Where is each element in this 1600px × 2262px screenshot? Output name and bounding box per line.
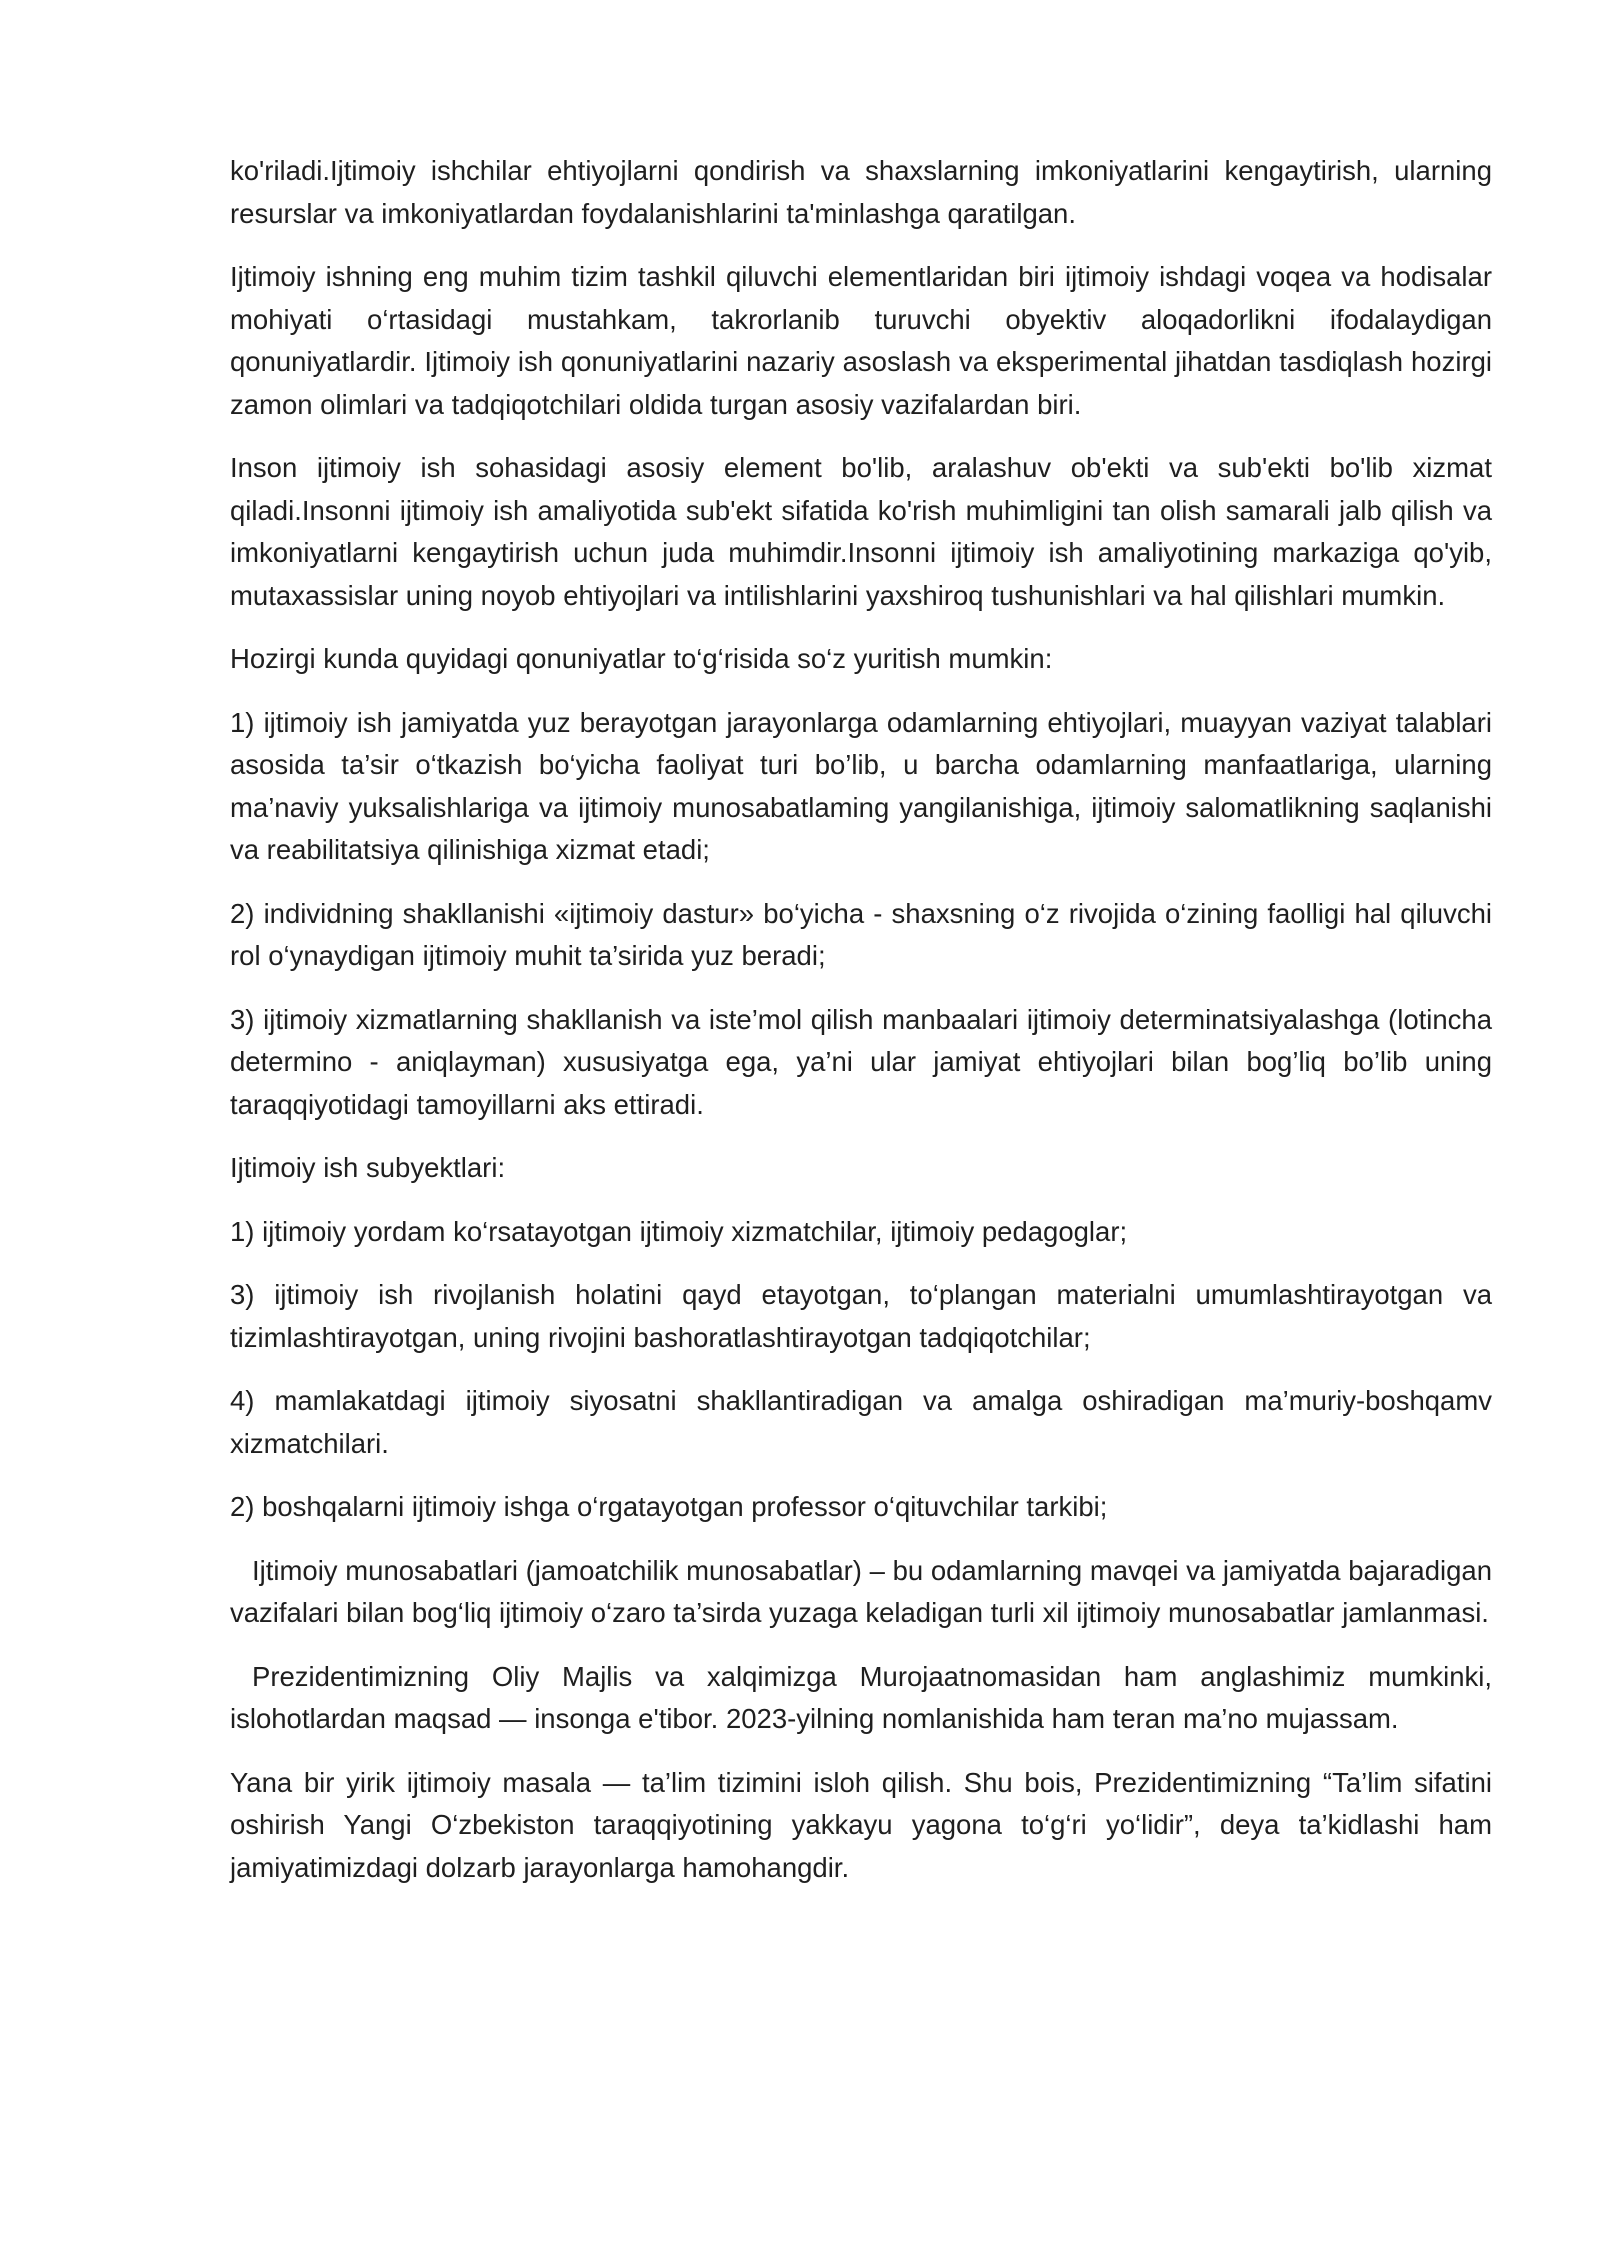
paragraph: Ijtimoiy munosabatlari (jamoatchilik munosabatlar) – bu odamlarning mavqei va jamiyatda bajaradigan vazifalari bilan bog‘liq ijtimoiy o‘zaro ta’sirda yuzaga keladigan turli xil ijtimoiy munosabatlar jamlanmasi. bbox=[230, 1554, 1492, 1628]
list-item: 4) mamlakatdagi ijtimoiy siyosatni shakllantiradigan va amalga oshiradigan ma’muriy-boshqamv xizmatchilari. bbox=[230, 1385, 1492, 1459]
list-item: 2) individning shakllanishi «ijtimoiy dastur» bo‘yicha - shaxsning o‘z rivojida o‘zining faolligi hal qiluvchi rol o‘ynaydigan ijtimoiy muhit ta’sirida yuz beradi; bbox=[230, 897, 1492, 971]
paragraph: Ijtimoiy ishning eng muhim tizim tashkil qiluvchi elementlaridan biri ijtimoiy ishdagi voqea va hodisalar mohiyati o‘rtasidagi mustahkam, takrorlanib turuvchi obyektiv aloqadorlikni ifodalaydigan qonuniyatlardir. Ijtimoiy ish qonuniyatlarini nazariy asoslash va eksperimental jihatdan tasdiqlash hozirgi zamon olimlari va tadqiqotchilari oldida turgan asosiy vazifalardan biri. bbox=[230, 261, 1492, 420]
list-item: 3) ijtimoiy ish rivojlanish holatini qayd etayotgan, to‘plangan materialni umumlashtirayotgan va tizimlashtirayotgan, uning rivojini bashoratlashtirayotgan tadqiqotchilar; bbox=[230, 1279, 1492, 1353]
paragraph: Inson ijtimoiy ish sohasidagi asosiy element bo'lib, aralashuv ob'ekti va sub'ekti bo'lib xizmat qiladi.Insonni ijtimoiy ish amaliyotida sub'ekt sifatida ko'rish muhimligini tan olish samarali jalb qilish va imkoniyatlarni kengaytirish uchun juda muhimdir.Insonni ijtimoiy ish amaliyotining markaziga qo'yib, mutaxassislar uning noyob ehtiyojlari va intilishlarini yaxshiroq tushunishlari va hal qilishlari mumkin. bbox=[230, 452, 1492, 611]
paragraph: Yana bir yirik ijtimoiy masala — ta’lim tizimini isloh qilish. Shu bois, Prezidentimizning “Ta’lim sifatini oshirish Yangi O‘zbekiston taraqqiyotining yakkayu yagona to‘g‘ri yo‘lidir”, deya ta’kidlashi ham jamiyatimizdagi dolzarb jarayonlarga hamohangdir. bbox=[230, 1766, 1492, 1883]
list-item: 1) ijtimoiy ish jamiyatda yuz berayotgan jarayonlarga odamlarning ehtiyojlari, muayyan vaziyat talablari asosida ta’sir o‘tkazish bo‘yicha faoliyat turi bo’lib, u barcha odamlarning manfaatlariga, ularning ma’naviy yuksalishlariga va ijtimoiy munosabatlaming yangilanishiga, ijtimoiy salomatlikning saqlanishi va reabilitatsiya qilinishiga xizmat etadi; bbox=[230, 706, 1492, 865]
paragraph: Prezidentimizning Oliy Majlis va xalqimizga Murojaatnomasidan ham anglashimiz mumkinki, islohotlardan maqsad — insonga e'tibor. 2023-yilning nomlanishida ham teran ma’no mujassam. bbox=[230, 1660, 1492, 1734]
list-item: 1) ijtimoiy yordam ko‘rsatayotgan ijtimoiy xizmatchilar, ijtimoiy pedagoglar; bbox=[230, 1215, 1128, 1247]
paragraph: Hozirgi kunda quyidagi qonuniyatlar to‘g‘risida so‘z yuritish mumkin: bbox=[230, 643, 1053, 674]
list-item: 3) ijtimoiy xizmatlarning shakllanish va iste’mol qilish manbaalari ijtimoiy determinatsiyalashga (lotincha determino - aniqlayman) xususiyatga ega, ya’ni ular jamiyat ehtiyojlari bilan bog’liq bo’lib uning taraqqiyotidagi tamoyillarni aks ettiradi. bbox=[230, 1003, 1492, 1120]
paragraph: Ijtimoiy ish subyektlari: bbox=[230, 1152, 506, 1183]
document-page bbox=[230, 150, 1492, 1910]
list-item: 2) boshqalarni ijtimoiy ishga o‘rgatayotgan professor o‘qituvchilar tarkibi; bbox=[230, 1491, 1108, 1522]
paragraph: ko'riladi.Ijtimoiy ishchilar ehtiyojlarni qondirish va shaxslarning imkoniyatlarini kengaytirish, ularning resurslar va imkoniyatlardan foydalanishlarini ta'minlashga qaratilgan. bbox=[230, 155, 1492, 229]
